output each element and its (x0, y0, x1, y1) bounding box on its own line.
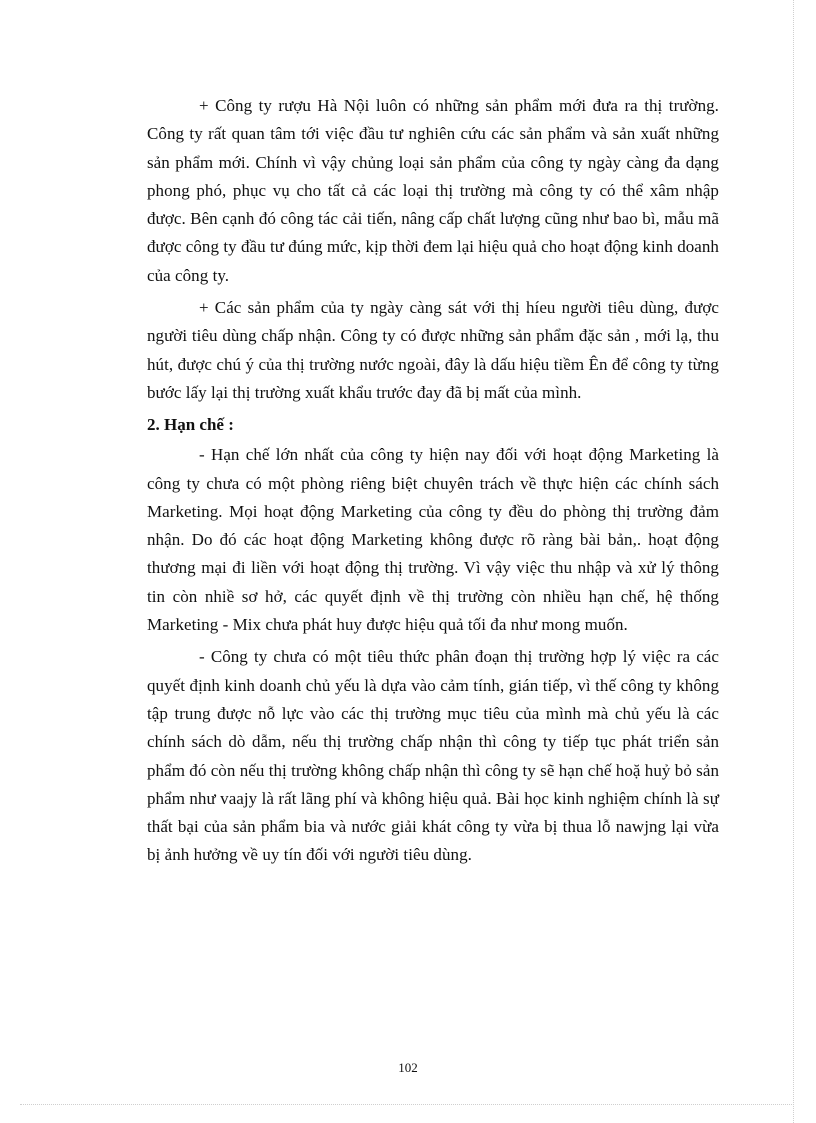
page-border-bottom (20, 1104, 794, 1105)
document-body (147, 92, 719, 874)
section-heading-limitations: 2. Hạn chế : (147, 415, 234, 435)
page-number: 102 (398, 1060, 418, 1075)
paragraph-segmentation-limitation: - Công ty chưa có một tiêu thức phân đoạn thị trường hợp lý việc ra các quyết định kinh doanh chủ yếu là dựa vào cảm tính, gián tiếp, vì thế công ty không tập trung được nỗ lực vào các thị trường mục tiêu của mình mà chủ yếu là các chính sách dò dẫm, nếu thị trường chấp nhận thì công ty tiếp tục phát triển sản phẩm đó còn nếu thị trường không chấp nhận thì công ty sẽ hạn chế hoặ huỷ bỏ sản phẩm như vaajy là rất lãng phí và không hiệu quả. Bài học kinh nghiệm chính là sự thất bại của sản phẩm bia và nước giải khát công ty vừa bị thua lỗ nawjng lại vừa bị ảnh hưởng về uy tín đối với người tiêu dùng. (147, 647, 719, 865)
paragraph-consumer-acceptance: + Các sản phẩm của ty ngày càng sát với thị híeu người tiêu dùng, được người tiêu dùng chấp nhận. Công ty có được những sản phẩm đặc sản , mới lạ, thu hút, được chú ý của thị trường nước ngoài, đây là dấu hiệu tiềm Ên để công ty từng bước lấy lại thị trường xuất khẩu trước đay đã bị mất của mình. (147, 298, 719, 402)
paragraph-new-products: + Công ty rượu Hà Nội luôn có những sản phẩm mới đưa ra thị trường. Công ty rất quan tâm tới việc đầu tư nghiên cứu các sản phẩm và sản xuất những sản phẩm mới. Chính vì vậy chủng loại sản phẩm của công ty ngày càng đa dạng phong phó, phục vụ cho tất cả các loại thị trường mà công ty có thể xâm nhập được. Bên cạnh đó công tác cải tiến, nâng cấp chất lượng cũng như bao bì, mẫu mã được công ty đầu tư đúng mức, kịp thời đem lại hiệu quả cho hoạt động kinh doanh của công ty. (147, 96, 719, 285)
paragraph-marketing-limitation: - Hạn chế lớn nhất của công ty hiện nay đối với hoạt động Marketing là công ty chưa có một phòng riêng biệt chuyên trách về thực hiện các chính sách Marketing. Mọi hoạt động Marketing của công ty đều do phòng thị trường đảm nhận. Do đó các hoạt động Marketing không được rõ ràng bài bản,. hoạt động thương mại đi liền với hoạt động thị trường. Vì vậy việc thu nhập và xử lý thông tin còn nhiề sơ hở, các quyết định về thị trường còn nhiều hạn chế, hệ thống Marketing - Mix chưa phát huy được hiệu quả tối đa như mong muốn. (147, 445, 719, 635)
page-border-right (793, 0, 794, 1123)
